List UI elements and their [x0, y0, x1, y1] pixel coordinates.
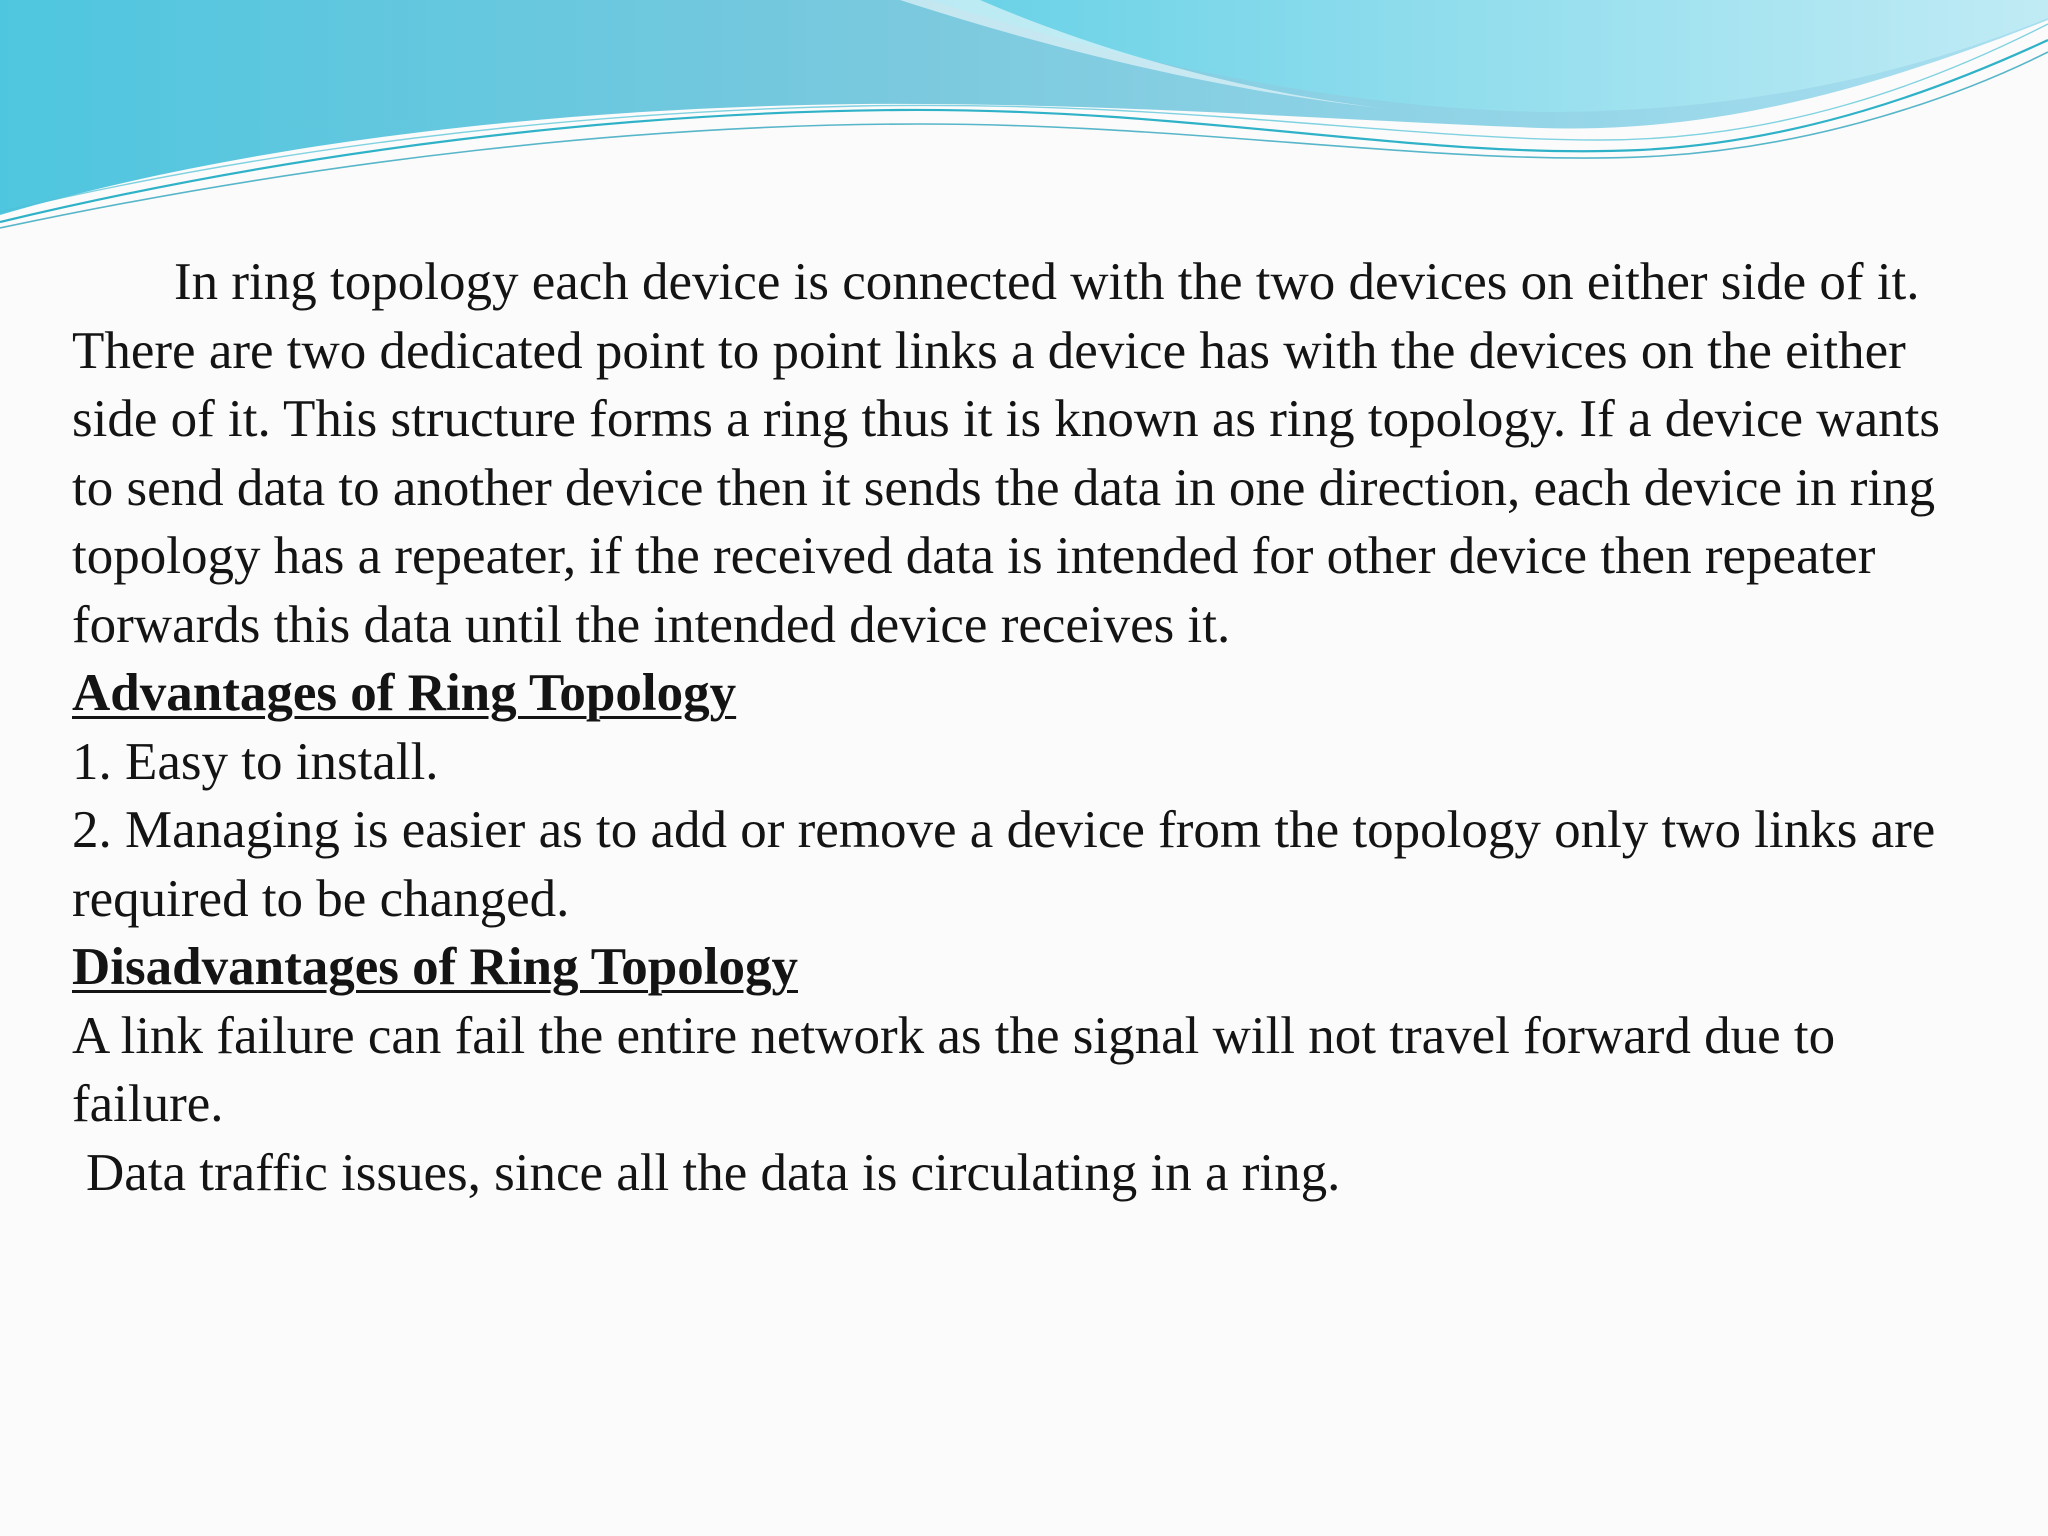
disadvantages-heading: Disadvantages of Ring Topology: [72, 938, 798, 996]
intro-paragraph: In ring topology each device is connected with the two devices on either side of it. There are two dedicated point to point links a device has with the devices on the either side of it. This structure forms a ring thus it is known as ring topology. If a device wants to send data to another device then it sends the data in one direction, each device in ring topology has a repeater, if the received data is intended for other device then repeater forwards this data until the intended device receives it.: [72, 253, 1940, 654]
advantage-item-1: 1. Easy to install.: [72, 732, 439, 791]
disadvantage-item-2: Data traffic issues, since all the data is circulating in a ring.: [86, 1143, 1341, 1202]
slide-content: [72, 248, 1992, 1207]
advantage-item-2: 2. Managing is easier as to add or remove a device from the topology only two links are required to be changed.: [72, 801, 1936, 928]
advantages-heading: Advantages of Ring Topology: [72, 664, 737, 722]
disadvantage-item-1: A link failure can fail the entire network as the signal will not travel forward due to failure.: [72, 1006, 1836, 1133]
header-wave-decoration: [0, 0, 2048, 240]
